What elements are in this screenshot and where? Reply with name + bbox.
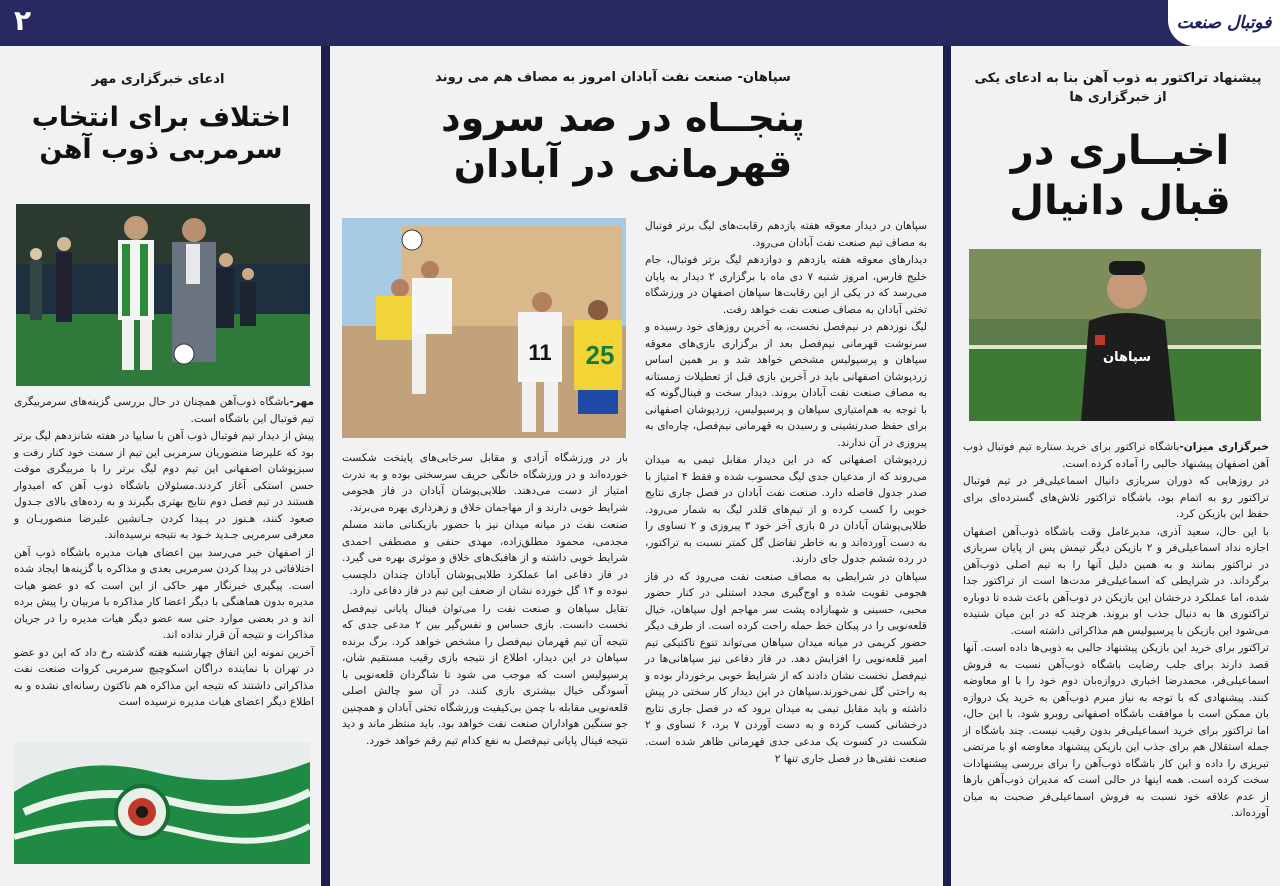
article-headline: اخبــاری در قبال دانیال: [1009, 128, 1231, 224]
paragraph: بار در ورزشگاه آزادی و مقابل سرخابی‌های پایتخت شکست خورده‌اند و در ورزشگاه خانگی حریف سرسختی بوده و به ندرت امتیاز از دست می‌دهند. طلایی‌پوشان آبادان در فاز هجومی شرایط خوبی دارند و از مهاجمان خلاق و زهرداری بهره می‌برند.: [342, 452, 628, 514]
article-subtitle: پیشنهاد تراکتور به ذوب آهن بنا به ادعای یکی از خبرگزاری ها: [974, 71, 1262, 105]
article-lead: مهر-: [289, 396, 314, 408]
paragraph: آخرین نمونه این اتفاق چهارشنبه هفته گذشته رخ داد که این دو عضو در تهران با نماینده دراگان اسکوچیچ سرمربی کروات صنعت نفت مذاکراتی داشتند که نتیجه این مذاکره هم ناکتون رسانه‌ای نشده و به اطلاع دیگر اعضای هیات مدیره نرسیده است: [14, 646, 314, 709]
article-body: [963, 439, 1269, 823]
page-number: ۲: [14, 4, 32, 37]
publication-logo: [1168, 0, 1280, 46]
paragraph: باشگاه ذوب‌آهن همچنان در حال بررسی گزینه‌های سرمربیگری تیم فوتبال این باشگاه است.: [14, 396, 314, 425]
paragraph: زردپوشان اصفهانی که در این دیدار مقابل تیمی به میدان می‌روند که از مدعیان جدی لیگ محسوب شده و فقط ۴ امتیاز با صدر جدول فاصله دارد. صنعت نفت آبادان در فصل جاری نتایج خوبی را کسب کرده و از تیم‌های قلدر لیگ به شمار می‌رود. طلایی‌پوشان آبادان در ۵ بازی آخر خود ۳ پیروزی و ۲ تساوی را به دست آورده‌اند و به خاطر تفاضل گل کمتر نسبت به تراکتور، در رده ششم جدول جای دارند.: [645, 454, 927, 566]
club-flag-image: [14, 742, 310, 864]
column-tractor-offer: [951, 46, 1280, 886]
article-subtitle: ادعای خبرگزاری مهر: [91, 72, 225, 87]
coach-photo-illustration: [16, 204, 310, 386]
player-photo: [969, 249, 1261, 421]
top-bar: [0, 0, 1280, 46]
article-body-right: [645, 218, 927, 768]
paragraph: باشگاه تراکتور برای خرید ستاره تیم فوتبال ذوب آهن اصفهان پیشنهاد جالبی را آماده کرده است.: [963, 441, 1269, 470]
jersey-number: 25: [585, 340, 615, 370]
green-flag-illustration: [14, 742, 310, 864]
jersey-number: 11: [528, 340, 552, 365]
jersey-sponsor: سپاهان: [1103, 350, 1151, 365]
article-headline: پنجــاه در صد سرود قهرمانی در آبادان: [441, 96, 805, 186]
paragraph: تقابل سپاهان و صنعت نفت را می‌توان فینال پایانی نیم‌فصل نخست دانست. بازی حساس و نفس‌گیر بین ۲ مدعی جدی که نتیجه آن تیم قهرمان نیم‌فصل را مشخص خواهد کرد. برگ برنده سپاهان در این دیدار، اطلاع از نتیجه بازی رقیب مستقیم شان، پرسپولیس است که موجب می شود تا شاگردان قلعه‌نویی با آسودگی خیال بیشتری بازی کنند. در آن سو چالش اصلی قلعه‌نویی مقابله با چمن بی‌کیفیت ورزشگاه تختی آبادان و همچنین جو سنگین هواداران صنعت نفت خواهد بود. باید منتظر ماند و دید نتیجه فینال پایانی نیم‌فصل به نفع کدام تیم رقم خواهد خورد.: [342, 602, 628, 747]
article-body: [14, 394, 314, 712]
article-subtitle: سپاهان- صنعت نفت آبادان امروز به مصاف هم می روند: [435, 70, 791, 85]
paragraph: دیدارهای معوقه هفته یازدهم و دوازدهم لیگ برتر فوتبال، جام خلیج فارس، امروز شنبه ۷ دی ماه با برگزاری ۲ دیدار به پایان می‌رسد که در یکی از این رقابت‌ها سپاهان اصفهان در ورزشگاه تختی آبادان به مصاف صنعت نفت خواهد رفت.: [645, 254, 927, 316]
match-photo: [342, 218, 626, 438]
paragraph: سپاهان در دیدار معوقه هفته یازدهم رقابت‌های لیگ برتر فوتبال به مصاف تیم صنعت نفت آبادان می‌رود.: [645, 220, 927, 249]
paragraph: تراکتور برای خرید این بازیکن پیشنهاد جالبی به ذوبی‌ها داده است. آنها قصد دارند برای جلب رضایت باشگاه ذوب‌آهن نسبت به فروش اسماعیلی‌فر، محمدرضا اخباری دروازه‌بان دوم خود را با او معاوضه کنند. پیشنهادی که با توجه به نیاز مبرم ذوب‌آهن به خرید یک دروازه بان ممکن است با موافقت باشگاه اصفهانی روبرو شود. با این حال، اما تراکتور برای خرید اسماعیلی‌فر بدون رقیب نیست. چند باشگاه از جمله استقلال هم برای جذب این بازیکن پیشنهاد معاوضه او با مرتضی تبریزی را داده و این کار باشگاه ذوب‌آهن را برای بررسی پیشنهادات سخت کرده است. همه اینها در حالی است که مدیران ذوب‌آهن بارها از عدم علاقه خود نسبت به فروش اسماعیلی‌فر صحبت به میان آورده‌اند.: [963, 642, 1269, 820]
paragraph: در روزهایی که دوران سربازی دانیال اسماعیلی‌فر در تیم فوتبال تراکتور رو به اتمام بود، باشگاه تراکتور تلاش‌های گسترده‌ای برای حفظ این بازیکن کرد.: [963, 475, 1269, 521]
paragraph: صنعت نفت در میانه میدان نیز با حضور بازیکنانی مانند مسلم مجدمی، محمود مطلق‌زاده، مهدی حنفی و مصطفی احمدی شرایط خوبی داشته و از هافبک‌های خلاق و موثری بهره می گیرد. در فاز دفاعی اما عملکرد طلایی‌پوشان آبادان چندان دلچسب نبوده و ۱۴ گل خورده نشان از ضعف این تیم در فاز دفاعی دارد.: [342, 519, 628, 598]
column-zob-ahan-coach: [0, 46, 321, 886]
paragraph: با این حال، سعید آذری، مدیرعامل وقت باشگاه ذوب‌آهن اصفهان اجازه نداد اسماعیلی‌فر و ۲ بازیکن دیگر تیمش پس از پایان سربازی در تراکتور بمانند و به همین دلیل آنها را به تیم اصلی ذوب‌آهن برگرداند. در شرایطی که اسماعیلی‌فر مدت‌ها است از تراکتور جدا شده، اما عملکرد درخشان این بازیکن در ذوب‌آهن باعث شده تا دوباره تراکتوری ها به دنبال جذب او بروند. هرچند که در این میان شنیده می‌شود این بازیکن با پرسپولیس هم مذاکراتی داشته است.: [963, 525, 1269, 637]
paragraph: لیگ نوزدهم در نیم‌فصل نخست، به آخرین روزهای خود رسیده و سرنوشت قهرمانی نیم‌فصل بعد از برگزاری بازی‌های معوقه سپاهان و پرسپولیس مشخص خواهد شد و بر همین اساس زردپوشان اصفهانی باید در آخرین بازی قبل از تعطیلات زمستانه به مصاف صنعت نفت آبادان بروند. دیدار سخت و فینال‌گونه که با توجه به هم‌امتیازی سپاهان و پرسپولیس، زردپوشان اصفهانی برای حفظ صدرنشینی و رسیدن به قهرمانی نیم‌فصل، چاره‌ای به پیروزی در آن ندارند.: [645, 321, 927, 449]
match-photo-illustration: [342, 218, 626, 438]
player-photo-illustration: [969, 249, 1261, 421]
article-headline: اختلاف برای انتخاب سرمربی ذوب آهن: [31, 102, 291, 166]
article-body-left: [342, 450, 628, 750]
paragraph: پیش از دیدار تیم فوتبال ذوب آهن با سایپا در هفته شانزدهم لیگ برتر بود که علیرضا منصوریان سرمربی این تیم از سمت خود کنار رفت و سبزپوشان اصفهانی این تیم دوم لیگ برتر را با مربیگری موقت حسن استکی آغاز کردند.مسئولان باشگاه ذوب آهن که امیدوار هستند در تیم فصل دوم نتایج بهتری بگیرند و به رده‌های بالای جـدول صعود کنند، هـنوز در پـیدا کردن جـانشین علیرضا منصوریـان و معرفی سرمربی جـدید خـود به نتیجه نرسیده‌اند.: [14, 430, 314, 542]
logo-text: فوتبال صنعت: [1176, 13, 1272, 33]
coach-photo: [16, 204, 310, 386]
paragraph: از اصفهان خبر می‌رسد بین اعضای هیات مدیره باشگاه ذوب آهن اختلافاتی در پیدا کردن سرمربی بعدی و مذاکره با گزینه‌ها ایجاد شده است. پیگیری خبرنگار مهر حاکی از این است که دو عضو هیات مدیره بدون هماهنگی با دیگر اعضا کار مذاکره با مربیان را پیش برده اند و در بعضی موارد حتی سه عضو دیگر هیات مدیره را در جریان مذاکرات و نتیجه آن قرار نداده اند.: [14, 546, 314, 642]
column-sepahan-naft: [330, 46, 943, 886]
article-lead: خبرگزاری میزان-: [1179, 441, 1269, 453]
paragraph: سپاهان در شرایطی به مصاف صنعت نفت می‌رود که در فاز هجومی تقویت شده و اوج‌گیری مجدد استنلی در کنار حضور محبی، حسینی و شهبازاده پشت سر مهاجم اول سپاهان، خیال قلعه‌نویی را در پیکان خط حمله راحت کرده است. از طرف دیگر حضور کریمی در میانه میدان سپاهان می‌تواند تنوع تاکتیکی تیم امیر قلعه‌نویی را افزایش دهد. در فاز دفاعی نیز سپاهانی‌ها در نیم‌فصل نخست نشان دادند که از شرایط خوبی برخوردار بوده و به راحتی گل نمی‌خورند.سپاهان در این دیدار کار سختی در پیش داشته و باید مقابل تیمی به میدان برود که در فصل جاری نتایج درخشانی کسب کرده و به دست آوردن ۷ برد، ۶ تساوی و ۲ شکست در کسوت یک مدعی جدی قهرمانی ظاهر شده است. صنعت نفتی‌ها در فصل جاری تنها ۲: [645, 570, 927, 765]
